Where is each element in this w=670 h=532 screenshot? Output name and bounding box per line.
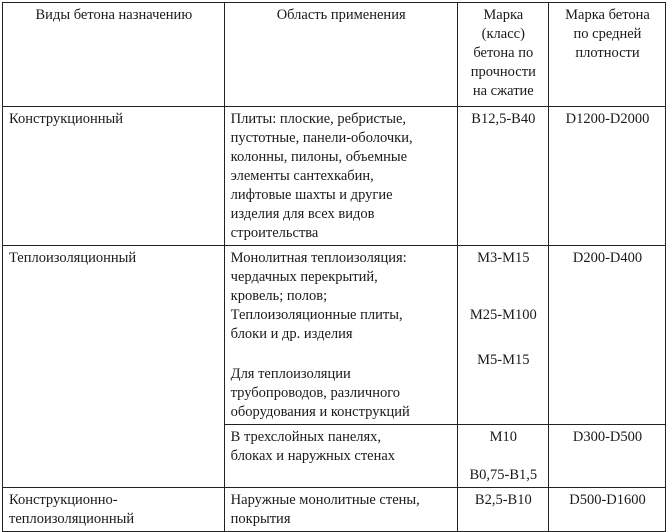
cell-strength: М10 В0,75-В1,5 bbox=[457, 425, 548, 488]
cell-strength: М3-М15 М25-М100 М5-М15 bbox=[457, 246, 548, 425]
cell-type: Конструкционный bbox=[3, 107, 225, 246]
cell-type: Конструкционно- теплоизоляционный bbox=[3, 488, 225, 532]
header-strength: Марка (класс) бетона по прочности на сжатие bbox=[457, 3, 548, 107]
cell-area: Наружные монолитные стены, покрытия bbox=[224, 488, 457, 532]
header-area: Область применения bbox=[224, 3, 457, 107]
header-row bbox=[3, 3, 666, 107]
cell-area: В трехслойных панелях, блоках и наружных стенах bbox=[224, 425, 457, 488]
cell-density: D1200-D2000 bbox=[548, 107, 665, 246]
cell-type: Теплоизоляционный bbox=[3, 246, 225, 488]
concrete-types-table bbox=[2, 2, 666, 532]
cell-density: D500-D1600 bbox=[548, 488, 665, 532]
cell-strength: В12,5-В40 bbox=[457, 107, 548, 246]
cell-density: D200-D400 bbox=[548, 246, 665, 425]
header-type: Виды бетона назначению bbox=[3, 3, 225, 107]
table-row bbox=[3, 107, 666, 246]
cell-density: D300-D500 bbox=[548, 425, 665, 488]
cell-area: Плиты: плоские, ребристые, пустотные, панели-оболочки, колонны, пилоны, объемные элементы сантехкабин, лифтовые шахты и другие изделия для всех видов строительства bbox=[224, 107, 457, 246]
cell-area: Монолитная теплоизоляция: чердачных перекрытий, кровель; полов; Теплоизоляционные плиты, блоки и др. изделия Для теплоизоляции трубопроводов, различного оборудования и конструкций bbox=[224, 246, 457, 425]
cell-strength: В2,5-В10 bbox=[457, 488, 548, 532]
table-row bbox=[3, 488, 666, 532]
table-row bbox=[3, 246, 666, 425]
header-density: Марка бетона по средней плотности bbox=[548, 3, 665, 107]
